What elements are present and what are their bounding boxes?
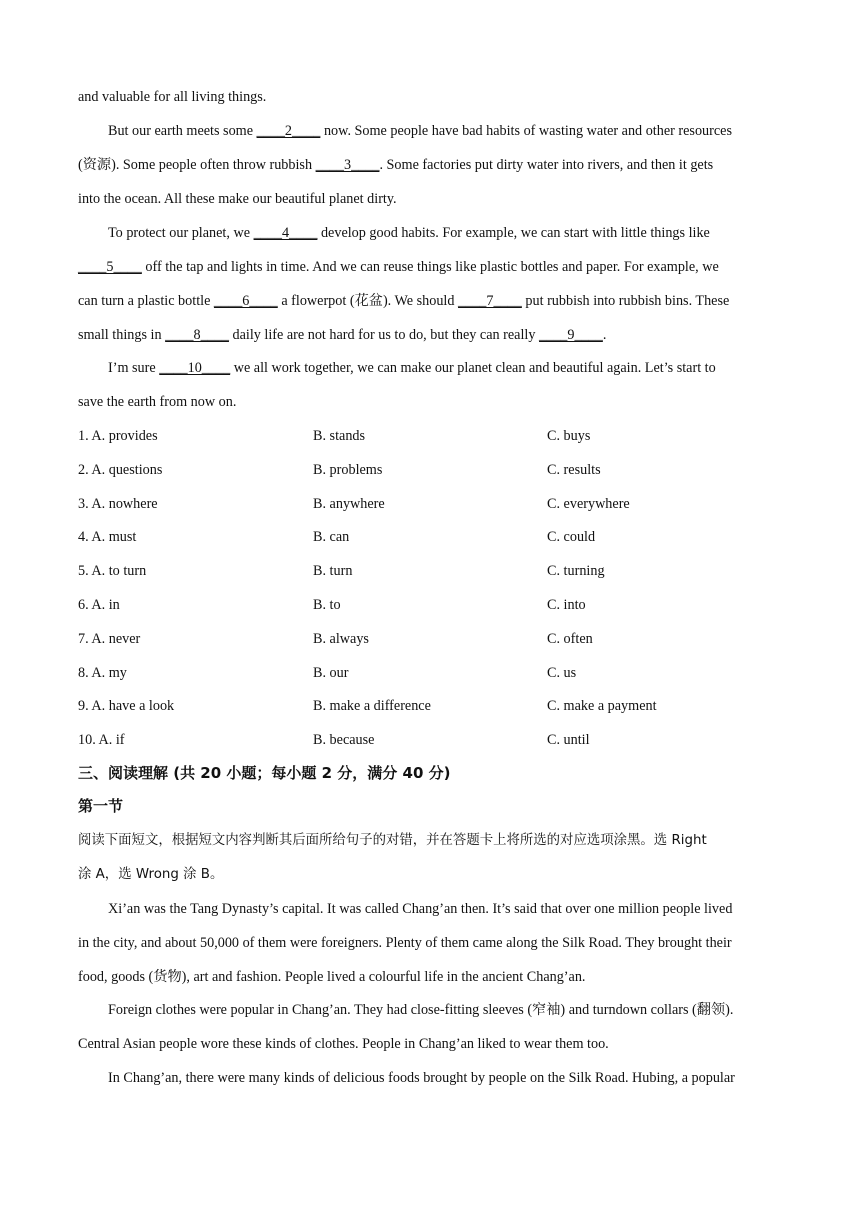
passage-line-6: ____5____ off the tap and lights in time. And we can reuse things like plastic bottles and paper. For example, we [78, 259, 719, 275]
option-4-b: B. can [313, 529, 350, 545]
option-5-c: C. turning [547, 563, 605, 579]
option-9-a: 9. A. have a look [78, 698, 175, 714]
option-1-b: B. stands [313, 428, 366, 444]
option-3-c: C. everywhere [547, 496, 630, 512]
option-10-a: 10. A. if [78, 732, 125, 748]
option-2-c: C. results [547, 462, 601, 478]
option-6-c: C. into [547, 597, 586, 613]
passage-line-10: save the earth from now on. [78, 394, 237, 410]
option-5-a: 5. A. to turn [78, 563, 147, 579]
option-1-a: 1. A. provides [78, 428, 158, 444]
option-6-a: 6. A. in [78, 597, 120, 613]
passage-line-8: small things in ____8____ daily life are not hard for us to do, but they can really ____9____. [78, 327, 607, 343]
option-10-c: C. until [547, 732, 590, 748]
option-8-b: B. our [313, 665, 349, 681]
option-2-a: 2. A. questions [78, 462, 163, 478]
instruction-line-1: 阅读下面短文，根据短文内容判断其后面所给句子的对错，并在答题卡上将所选的对应选项涂黑。选 Right [78, 833, 707, 848]
blank-9: ____9____ [539, 327, 603, 343]
passage-line-4: into the ocean. All these make our beautiful planet dirty. [78, 191, 397, 207]
option-9-b: B. make a difference [313, 698, 431, 714]
option-3-b: B. anywhere [313, 496, 385, 512]
option-2-b: B. problems [313, 462, 383, 478]
reading-line-2: in the city, and about 50,000 of them were foreigners. Plenty of them came along the Silk Road. They brought their [78, 935, 732, 951]
blank-8: ____8____ [165, 327, 229, 343]
option-7-a: 7. A. never [78, 631, 141, 647]
reading-line-1: Xi’an was the Tang Dynasty’s capital. It was called Chang’an then. It’s said that over one million people lived [108, 901, 733, 917]
option-3-a: 3. A. nowhere [78, 496, 158, 512]
option-1-c: C. buys [547, 428, 591, 444]
reading-line-4: Foreign clothes were popular in Chang’an. They had close-fitting sleeves (窄袖) and turndown collars (翻领). [108, 1002, 734, 1018]
option-8-a: 8. A. my [78, 665, 127, 681]
option-7-b: B. always [313, 631, 369, 647]
reading-line-3: food, goods (货物), art and fashion. People lived a colourful life in the ancient Chang’an. [78, 969, 586, 985]
option-9-c: C. make a payment [547, 698, 657, 714]
section-heading: 三、阅读理解 (共 20 小题；每小题 2 分，满分 40 分) [78, 764, 451, 782]
blank-2: ____2____ [256, 123, 321, 139]
option-4-c: C. could [547, 529, 596, 545]
option-5-b: B. turn [313, 563, 353, 579]
part-heading: 第一节 [78, 797, 124, 815]
passage-line-1: and valuable for all living things. [78, 89, 267, 105]
option-7-c: C. often [547, 631, 593, 647]
option-6-b: B. to [313, 597, 341, 613]
option-4-a: 4. A. must [78, 529, 137, 545]
blank-4: ____4____ [253, 225, 318, 241]
blank-3: ____3____ [315, 157, 380, 173]
reading-line-5: Central Asian people wore these kinds of clothes. People in Chang’an liked to wear them too. [78, 1036, 609, 1052]
passage-line-2: But our earth meets some ____2____ now. Some people have bad habits of wasting water and other resources [108, 123, 732, 139]
blank-6: ____6____ [213, 293, 278, 309]
blank-10: ____10____ [159, 360, 231, 376]
passage-line-7: can turn a plastic bottle ____6____ a flowerpot (花盆). We should ____7____ put rubbish into rubbish bins. These [78, 293, 730, 309]
passage-line-3: (资源). Some people often throw rubbish ____3____. Some factories put dirty water into rivers, and then it gets [78, 157, 714, 173]
instruction-line-2: 涂 A，选 Wrong 涂 B。 [78, 867, 224, 882]
blank-5: ____5____ [78, 259, 142, 275]
option-8-c: C. us [547, 665, 577, 681]
blank-7: ____7____ [458, 293, 522, 309]
reading-line-6: In Chang’an, there were many kinds of delicious foods brought by people on the Silk Road. Hubing, a popular [108, 1070, 735, 1086]
option-10-b: B. because [313, 732, 375, 748]
passage-line-5: To protect our planet, we ____4____ develop good habits. For example, we can start with little things like [108, 225, 710, 241]
passage-line-9: I’m sure ____10____ we all work together, we can make our planet clean and beautiful again. Let’s start to [108, 360, 716, 376]
